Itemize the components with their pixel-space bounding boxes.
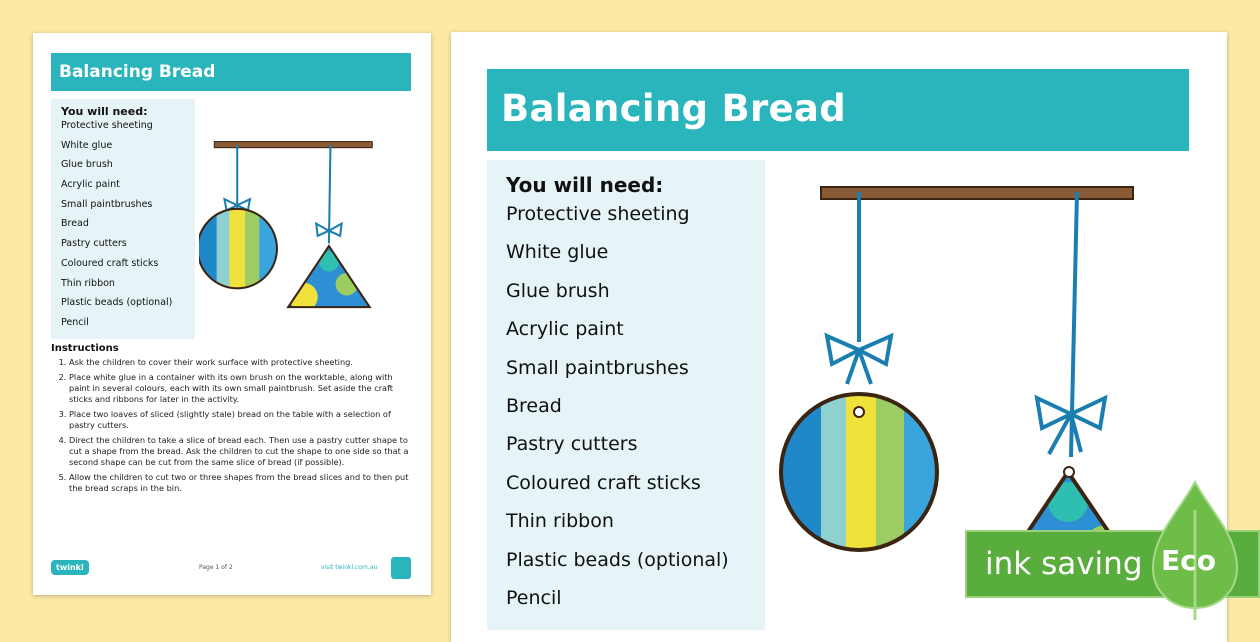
instruction-step: 1. Ask the children to cover their work surface with protective sheeting. [69, 357, 413, 368]
list-item: Acrylic paint [61, 179, 120, 191]
materials-heading: You will need: [506, 173, 664, 197]
ink-saving-label: ink saving [985, 546, 1143, 582]
instructions-heading: Instructions [51, 343, 119, 354]
list-item: Bread [506, 394, 562, 417]
page-title: Balancing Bread [501, 87, 846, 130]
instruction-step: 3. Place two loaves of sliced (slightly stale) bread on the table with a selection of pastry cutters. [69, 409, 413, 431]
twinkl-logo: twinkl [51, 560, 89, 575]
instruction-step: 4. Direct the children to take a slice of bread each. Then use a pastry cutter shape to cut a shape from the bread. Ask the children to cut the shape to one side so that a second shape can be cut from the same slice of bread (if possible). [69, 435, 413, 468]
badge-icon [391, 557, 411, 579]
thumbnail-mobile-illustration [199, 103, 413, 333]
thumbnail-title: Balancing Bread [59, 62, 216, 82]
list-item: Small paintbrushes [506, 356, 689, 379]
thumbnail-materials-list [61, 119, 172, 336]
list-item: Glue brush [61, 159, 113, 171]
instructions-list [51, 357, 413, 494]
thumbnail-materials-panel [51, 99, 195, 339]
title-banner [487, 69, 1189, 151]
list-item: Coloured craft sticks [61, 257, 159, 269]
list-item: Plastic beads (optional) [61, 297, 173, 309]
list-item: Protective sheeting [61, 120, 153, 131]
list-item: Thin ribbon [506, 510, 614, 533]
list-item: Small paintbrushes [61, 198, 153, 210]
list-item: Pastry cutters [506, 433, 638, 456]
eco-badge [965, 480, 1260, 620]
thumbnail-title-banner [51, 53, 411, 91]
list-item: Pencil [61, 316, 89, 328]
list-item: Pencil [506, 586, 562, 609]
instruction-step: 2. Place white glue in a container with its own brush on the worktable, along with paint in several colours, each with its own small paintbrush. Set aside the craft sticks and ribbons for later in the activity. [69, 372, 413, 405]
list-item: White glue [506, 241, 609, 264]
list-item: Pastry cutters [61, 238, 127, 250]
eco-label: Eco [1161, 544, 1216, 577]
list-item: White glue [61, 139, 113, 151]
list-item: Coloured craft sticks [506, 471, 701, 494]
thumbnail-materials-heading: You will need: [61, 105, 148, 118]
materials-list [506, 200, 729, 622]
page-thumbnail [33, 33, 431, 595]
site-link: visit twinkl.com.au [321, 564, 378, 571]
list-item: Glue brush [506, 279, 610, 302]
list-item: Acrylic paint [506, 318, 624, 341]
thumbnail-footer [51, 557, 413, 581]
list-item: Plastic beads (optional) [506, 548, 729, 571]
thumbnail-instructions [51, 343, 413, 498]
instruction-step: 5. Allow the children to cut two or three shapes from the bread slices and to then put the bread scraps in the bin. [69, 472, 413, 494]
list-item: Thin ribbon [61, 277, 115, 289]
page-number: Page 1 of 2 [199, 564, 233, 571]
list-item: Bread [61, 218, 89, 230]
materials-panel [487, 160, 765, 630]
list-item: Protective sheeting [506, 203, 690, 225]
